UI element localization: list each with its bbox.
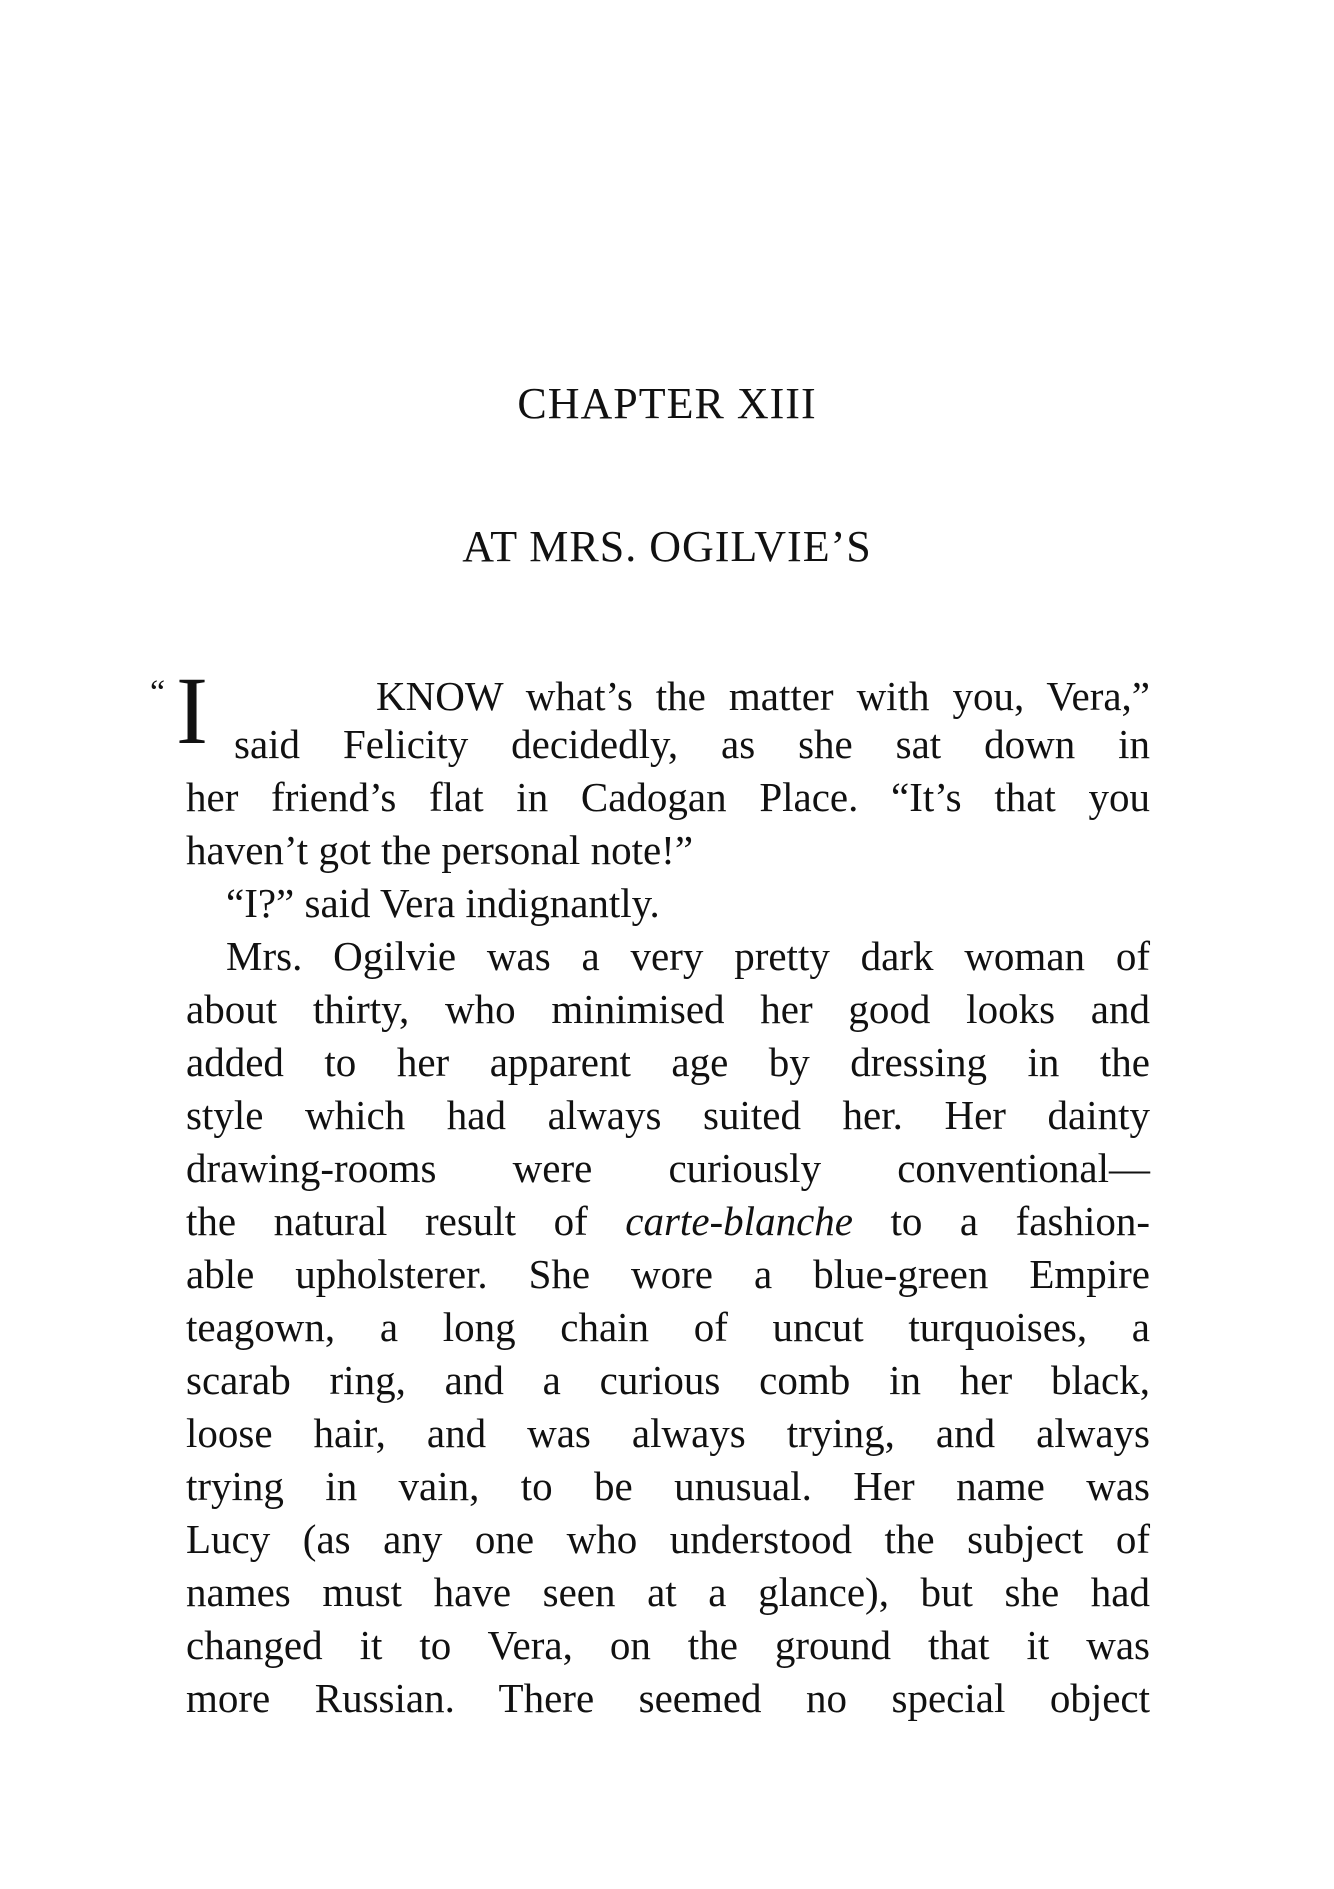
text-line: able upholsterer. She wore a blue-green Empire <box>186 1251 1150 1297</box>
text-line: KNOW what’s the matter with you, Vera,” <box>376 673 1150 719</box>
chapter-title: AT MRS. OGILVIE’S <box>462 522 872 571</box>
text-run: to a fashion- <box>852 1198 1150 1244</box>
text-line: said Felicity decidedly, as she sat down in <box>234 721 1150 767</box>
text-line: scarab ring, and a curious comb in her black, <box>186 1357 1150 1403</box>
text-line: Mrs. Ogilvie was a very pretty dark woman of <box>226 933 1150 979</box>
text-line: “I?” said Vera indignantly. <box>226 880 660 926</box>
text-line: style which had always suited her. Her dainty <box>186 1092 1150 1138</box>
text-run: the natural result of <box>186 1198 626 1244</box>
text-line: more Russian. There seemed no special object <box>186 1675 1150 1721</box>
italic-term: carte-blanche <box>625 1198 853 1244</box>
drop-cap: I <box>176 657 208 764</box>
text-line <box>186 1198 1150 1244</box>
text-line: names must have seen at a glance), but she had <box>186 1569 1150 1615</box>
text-line: haven’t got the personal note!” <box>186 827 694 873</box>
text-line: added to her apparent age by dressing in the <box>186 1039 1150 1085</box>
text-line: trying in vain, to be unusual. Her name was <box>186 1463 1150 1509</box>
chapter-number: CHAPTER XIII <box>517 379 817 428</box>
text-line: drawing-rooms were curiously conventional— <box>186 1145 1150 1191</box>
text-line: loose hair, and was always trying, and always <box>186 1410 1150 1456</box>
opening-quote-mark: “ <box>150 674 166 711</box>
text-line: her friend’s flat in Cadogan Place. “It’s that you <box>186 774 1150 820</box>
text-line: teagown, a long chain of uncut turquoises, a <box>186 1304 1150 1350</box>
text-line: changed it to Vera, on the ground that it was <box>186 1622 1150 1668</box>
text-line: about thirty, who minimised her good looks and <box>186 986 1150 1032</box>
text-line: Lucy (as any one who understood the subject of <box>186 1516 1150 1562</box>
